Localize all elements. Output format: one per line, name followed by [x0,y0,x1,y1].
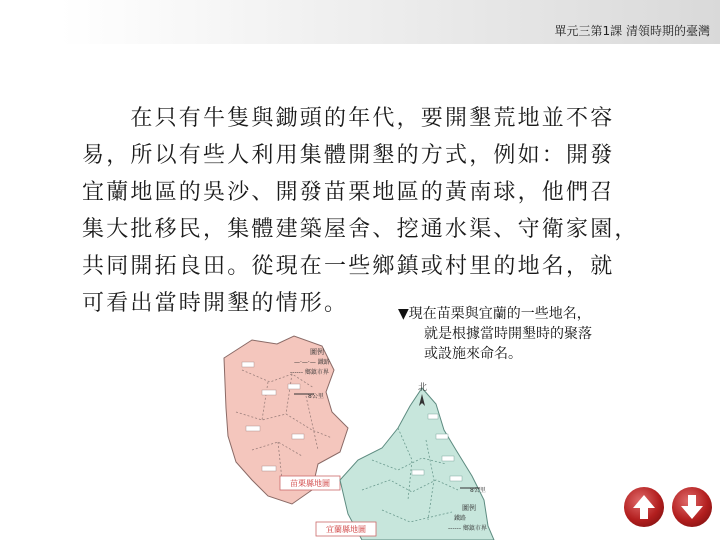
body-line: 可看出當時開墾的情形。 [82,291,349,316]
header-band [60,0,720,44]
yilan-legend-road: 鐵路 [454,515,467,522]
arrow-down-icon [672,487,712,527]
yilan-north: 北 [418,383,428,393]
miaoli-scale: 8公里 [308,393,324,400]
arrow-up-icon [624,487,664,527]
lesson-title: 單元三第1課 清領時期的臺灣 [554,24,710,38]
miaoli-legend-boundary: ------ 鄉鎮市界 [290,369,329,376]
body-paragraph [82,100,692,322]
caption-line: 就是根據當時開墾時的聚落 [424,326,592,342]
yilan-map [316,381,494,540]
caption-line: ▼現在苗栗與宜蘭的一些地名， [398,306,591,322]
maps-svg [222,330,502,540]
previous-slide-button[interactable] [624,487,664,527]
miaoli-map-label: 苗栗縣地圖 [290,479,330,488]
body-line: 宜蘭地區的吳沙、開發苗栗地區的黃南球，他們召 [82,180,615,205]
miaoli-legend-road: —·—·— 鐵路 [294,359,330,366]
yilan-legend-boundary: ------ 鄉鎮市界 [448,525,487,532]
yilan-map-label: 宜蘭縣地圖 [326,525,366,534]
caption-line: 或設施來命名。 [424,346,522,362]
body-line: 共同開拓良田。從現在一些鄉鎮或村里的地名，就 [82,254,615,279]
maps-figure [222,330,502,540]
body-line: 在只有牛隻與鋤頭的年代，要開墾荒地並不容 [82,106,615,131]
yilan-scale: 8公里 [470,487,486,494]
yilan-legend-title: 圖例 [462,504,476,512]
body-line: 易，所以有些人利用集體開墾的方式，例如：開發 [82,143,615,168]
body-line: 集大批移民，集體建築屋舍、挖通水渠、守衛家園， [82,217,639,242]
miaoli-legend-title: 圖例 [310,348,324,356]
next-slide-button[interactable] [672,487,712,527]
